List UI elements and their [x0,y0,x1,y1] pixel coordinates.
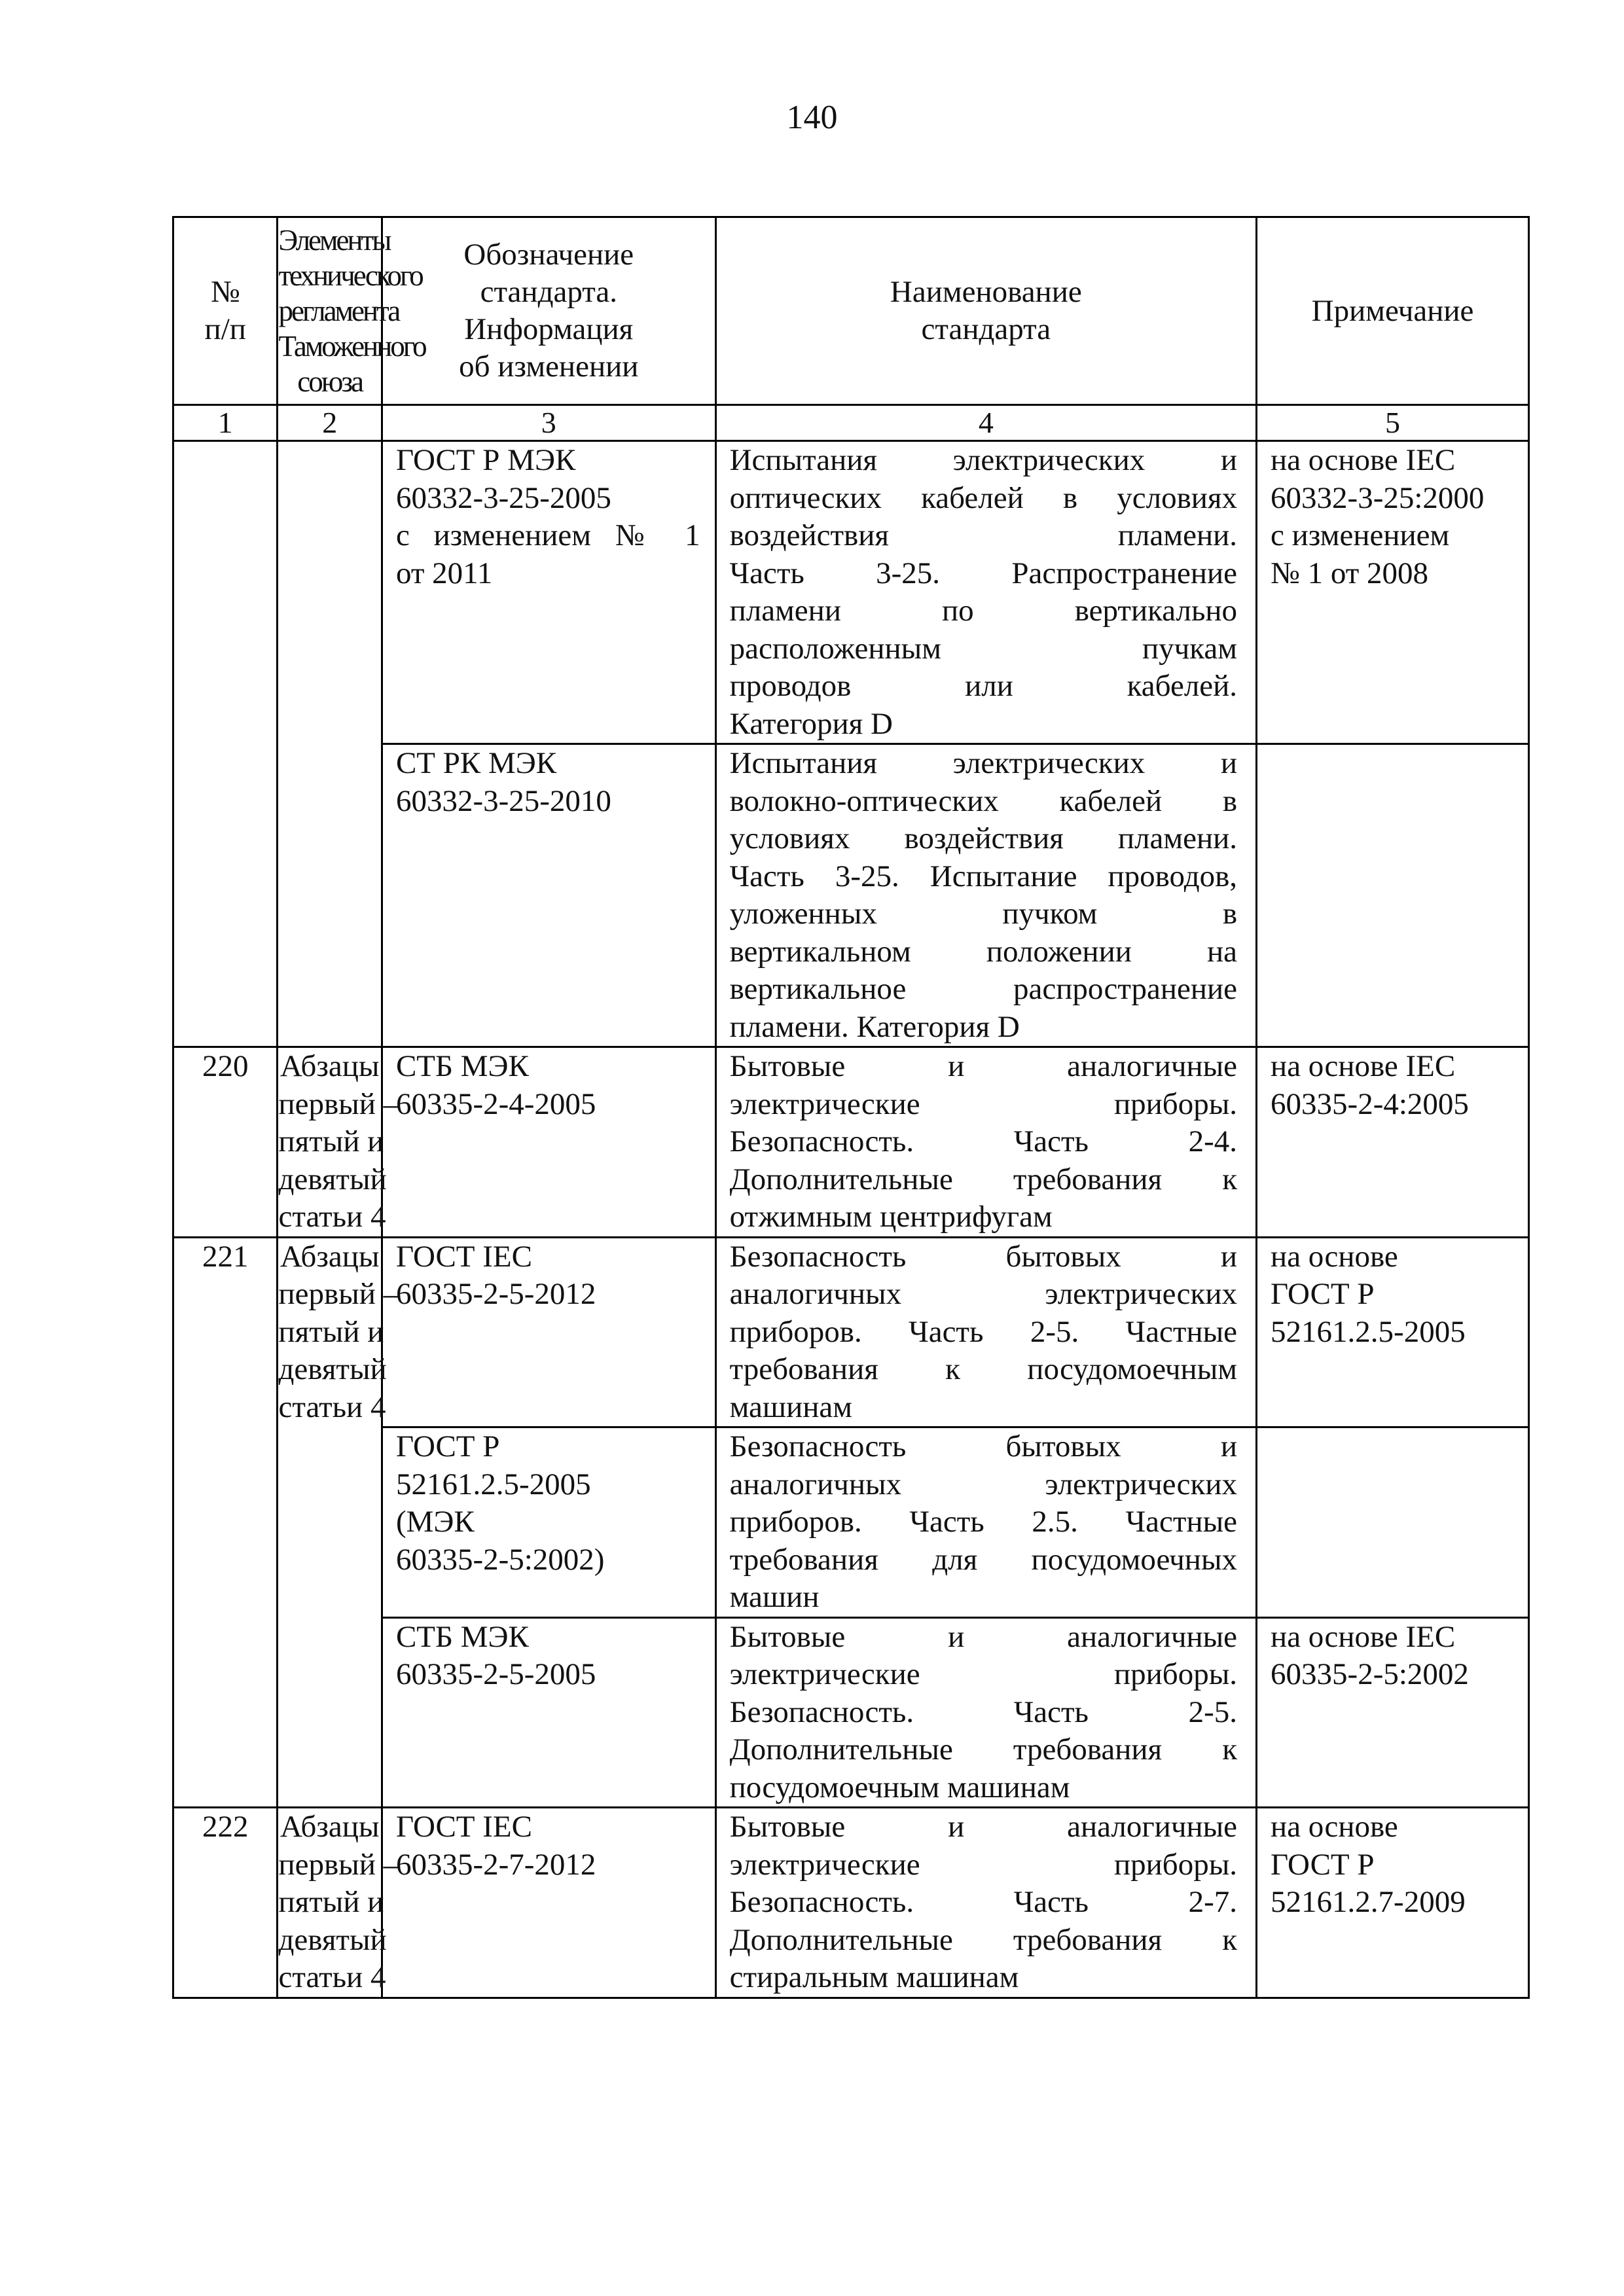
cell-line: аналогичных электрических [729,1277,1238,1311]
standard-name-cell [715,1427,1256,1618]
cell-line: приборов. Часть 2-5. Частные [729,1314,1238,1349]
cell-line: Безопасность. Часть 2-7. [729,1885,1238,1919]
cell-line: Часть 3-25. Распространение [729,556,1238,590]
standard-name-cell [715,1047,1256,1238]
cell-line: 52161.2.5-2005 [1271,1314,1466,1349]
cell-line: пятый и [278,1124,384,1158]
cell-line: пятый и [278,1885,384,1919]
standard-designation-cell [382,1617,715,1808]
standard-designation-cell [382,744,715,1047]
cell-line: Абзацы [280,1239,380,1274]
cell-line: Категория D [729,706,893,741]
cell-line: отжимным центрифугам [729,1200,1053,1234]
note-cell [1257,1427,1529,1618]
standard-designation-cell [382,1808,715,1998]
cell-line: девятый [278,1922,387,1957]
row-number: 222 [202,1810,249,1844]
cell-line: воздействия пламени. [729,518,1238,552]
cell-line: требования для посудомоечных [729,1542,1238,1577]
cell-line: первый – [278,1847,399,1882]
note-cell [1257,744,1529,1047]
cell-line: условиях воздействия пламени. [729,821,1238,855]
cell-line: вертикальное распространение [729,972,1238,1006]
cell-line: Испытания электрических и [729,443,1238,477]
cell-line: 60335-2-5:2002) [395,1542,605,1577]
standards-table [172,216,1530,1999]
cell-line: пламени. Категория D [729,1009,1020,1044]
standard-designation-cell [382,1237,715,1427]
cell-line: электрические приборы. [729,1847,1238,1882]
regulation-elements-cell [278,1808,399,1998]
cell-line: Дополнительные требования к [729,1922,1238,1957]
cell-line: Абзацы [280,1810,380,1844]
column-number: 2 [278,405,382,441]
row-number-cell [173,1237,278,1808]
cell-line: расположенным пучкам [729,631,1238,666]
cell-line: на основе [1271,1810,1398,1844]
cell-line: 60335-2-5-2005 [395,1657,596,1691]
header-col-note: Примечание [1257,217,1529,405]
cell-line: стиральным машинам [729,1960,1019,1994]
cell-line: проводов или кабелей. [729,669,1238,703]
cell-line: на основе IEC [1271,443,1456,477]
row-number: 221 [202,1239,249,1274]
standard-designation-cell [382,441,715,744]
standard-designation-cell [382,1047,715,1238]
cell-line: с изменением [1271,518,1450,552]
cell-line: Безопасность бытовых и [729,1429,1238,1463]
header-col-elements: Элементы технического регламента Таможенного союза [278,217,382,405]
cell-line: № 1 от 2008 [1271,556,1429,590]
cell-line: СТ РК МЭК [395,746,557,780]
regulation-elements-cell [278,441,382,1047]
column-number: 1 [173,405,278,441]
cell-line: 60335-2-4-2005 [395,1086,596,1121]
row-number-cell [173,1808,278,1998]
note-cell [1257,1808,1529,1998]
cell-line: первый – [278,1086,399,1121]
cell-line: аналогичных электрических [729,1467,1238,1501]
regulation-elements-cell [278,1047,399,1238]
header-col-designation: Обозначение стандарта. Информация об изменении [382,217,715,405]
cell-line: уложенных пучком в [729,897,1238,931]
cell-line: Дополнительные требования к [729,1162,1238,1196]
note-cell [1257,1047,1529,1238]
note-cell [1257,1237,1529,1427]
cell-line: электрические приборы. [729,1086,1238,1121]
cell-line: вертикальном положении на [729,934,1238,969]
note-cell [1257,1617,1529,1808]
cell-line: Дополнительные требования к [729,1732,1238,1767]
cell-line: СТБ МЭК [395,1619,529,1654]
row-number-cell [173,441,278,1047]
header-col-number: № п/п [173,217,278,405]
cell-line: ГОСТ Р МЭК [395,443,576,477]
standard-name-cell [715,744,1256,1047]
cell-line: Безопасность. Часть 2-4. [729,1124,1238,1158]
cell-line: ГОСТ IEC [395,1239,532,1274]
cell-line: 52161.2.7-2009 [1271,1885,1466,1919]
row-number-cell [173,1047,278,1238]
cell-line: Безопасность. Часть 2-5. [729,1695,1238,1729]
page-number: 140 [786,99,838,136]
row-number: 220 [202,1049,249,1083]
standard-name-cell [715,1237,1256,1427]
cell-line: статьи 4 [278,1960,386,1994]
table-row [173,1237,1529,1427]
cell-line: 60332-3-25-2005 [395,480,611,515]
cell-line: посудомоечным машинам [729,1770,1070,1804]
cell-line: с изменением № 1 [395,518,700,552]
cell-line: первый – [278,1277,399,1311]
regulation-elements-cell [278,1237,399,1808]
cell-line: электрические приборы. [729,1657,1238,1691]
standard-designation-cell [382,1427,715,1618]
cell-line: машин [729,1580,820,1614]
column-number-row [173,405,1529,441]
cell-line: на основе IEC [1271,1049,1456,1083]
note-cell [1257,441,1529,744]
table-header-row [173,217,1529,405]
table-row [173,1047,1529,1238]
column-number: 4 [715,405,1256,441]
cell-line: статьи 4 [278,1390,386,1424]
cell-line: Бытовые и аналогичные [729,1049,1238,1083]
cell-line: 52161.2.5-2005 [395,1467,591,1501]
cell-line: 60335-2-4:2005 [1271,1086,1469,1121]
cell-line: требования к посудомоечным [729,1352,1238,1386]
cell-line: Испытания электрических и [729,746,1238,780]
cell-line: (МЭК [395,1505,475,1539]
cell-line: 60332-3-25-2010 [395,783,611,818]
cell-line: девятый [278,1352,387,1386]
table-row [173,441,1529,744]
column-number: 5 [1257,405,1529,441]
header-col-standard-name: Наименование стандарта [715,217,1256,405]
cell-line: пламени по вертикально [729,594,1238,628]
cell-line: ГОСТ Р [1271,1277,1375,1311]
cell-line: 60335-2-5-2012 [395,1277,596,1311]
cell-line: на основе [1271,1239,1398,1274]
cell-line: Часть 3-25. Испытание проводов, [729,859,1238,893]
table-row [173,1808,1529,1998]
standard-name-cell [715,1617,1256,1808]
cell-line: девятый [278,1162,387,1196]
cell-line: 60335-2-5:2002 [1271,1657,1469,1691]
cell-line: машинам [729,1390,852,1424]
cell-line: пятый и [278,1314,384,1349]
cell-line: волокно-оптических кабелей в [729,783,1238,818]
cell-line: ГОСТ Р [395,1429,500,1463]
cell-line: оптических кабелей в условиях [729,480,1238,515]
cell-line: Абзацы [280,1049,380,1083]
cell-line: ГОСТ IEC [395,1810,532,1844]
cell-line: Безопасность бытовых и [729,1239,1238,1274]
cell-line: приборов. Часть 2.5. Частные [729,1505,1238,1539]
cell-line: статьи 4 [278,1200,386,1234]
cell-line: на основе IEC [1271,1619,1456,1654]
cell-line: 60332-3-25:2000 [1271,480,1485,515]
cell-line: от 2011 [395,556,493,590]
cell-line: ГОСТ Р [1271,1847,1375,1882]
table-body [173,441,1529,1998]
standard-name-cell [715,441,1256,744]
standard-name-cell [715,1808,1256,1998]
cell-line: Бытовые и аналогичные [729,1810,1238,1844]
column-number: 3 [382,405,715,441]
cell-line: 60335-2-7-2012 [395,1847,596,1882]
cell-line: СТБ МЭК [395,1049,529,1083]
cell-line: Бытовые и аналогичные [729,1619,1238,1654]
